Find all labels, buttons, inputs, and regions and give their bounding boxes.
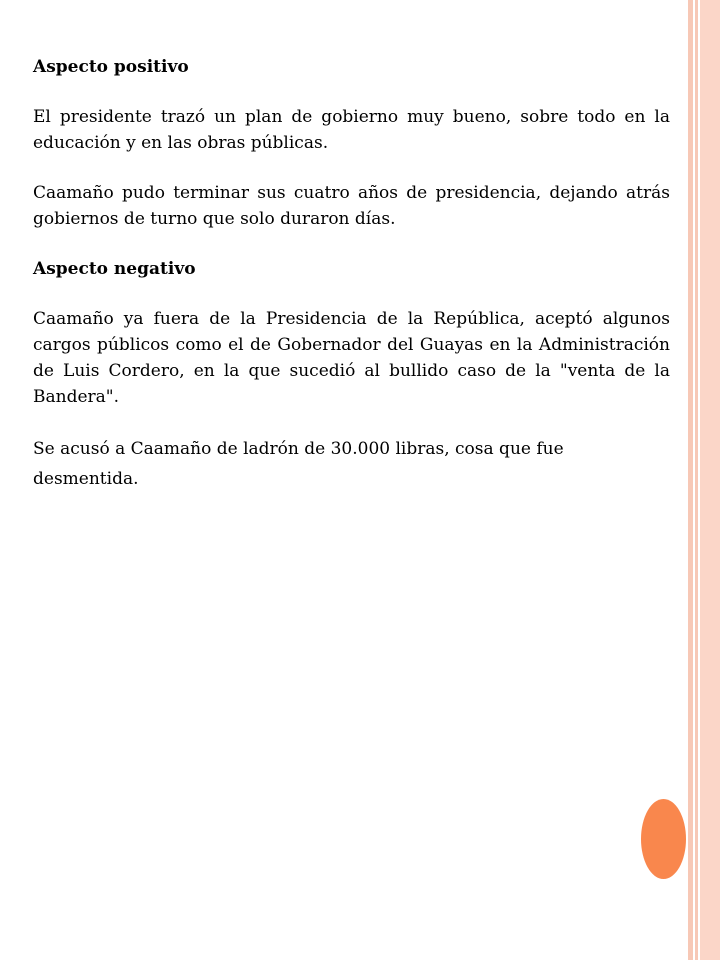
paragraph-positive-1: El presidente trazó un plan de gobierno muy bueno, sobre todo en la educación y en las obras públicas. (33, 107, 670, 153)
paragraph-positive-2: Caamaño pudo terminar sus cuatro años de presidencia, dejando atrás gobiernos de turno que solo duraron días. (33, 183, 670, 229)
paragraph-negative-2: Se acusó a Caamaño de ladrón de 30.000 libras, cosa que fue desmentida. (33, 439, 564, 489)
heading-negative: Aspecto negativo (33, 259, 196, 279)
paragraph-negative-1: Caamaño ya fuera de la Presidencia de la República, aceptó algunos cargos públicos como el de Gobernador del Guayas en la Administración de Luis Cordero, en la que sucedió al bullido caso de la "venta de la Bandera". (33, 309, 670, 407)
slide-content (33, 54, 670, 494)
border-panel (700, 0, 720, 960)
border-stripe-outer (688, 0, 693, 960)
decorative-oval (641, 799, 686, 879)
border-stripe-inner (695, 0, 698, 960)
heading-positive: Aspecto positivo (33, 57, 189, 77)
